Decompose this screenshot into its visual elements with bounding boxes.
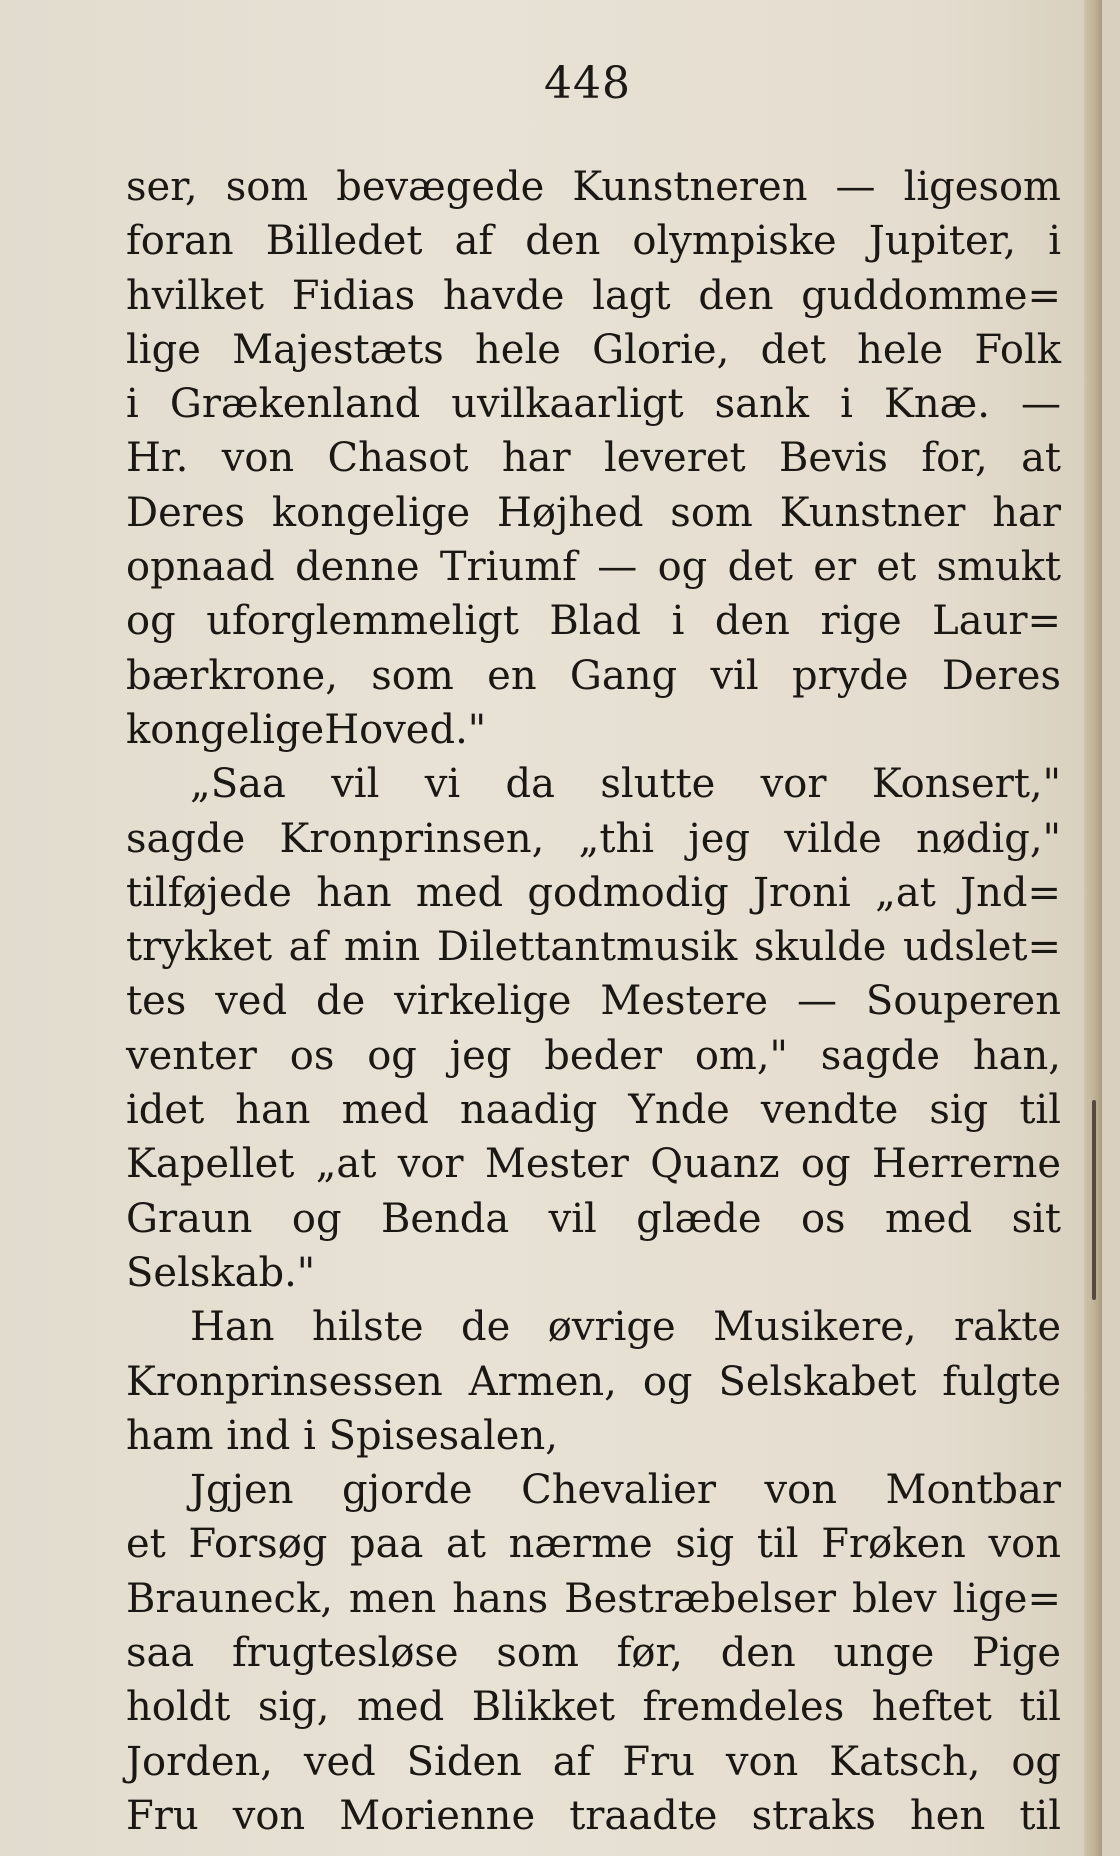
text-line: Hr. von Chasot har leveret Bevis for, at [126,435,1061,482]
text-line: Deres kongelige Højhed som Kunstner har [126,489,1061,536]
edge-mark [1092,1100,1096,1300]
text-line: et Forsøg paa at nærme sig til Frøken von [126,1521,1061,1568]
text-line: Brauneck, men hans Bestræbelser blev lige= [126,1575,1061,1622]
text-line: sagde Kronprinsen, „thi jeg vilde nødig," [126,815,1061,862]
text-line: hvilket Fidias havde lagt den guddomme= [126,272,1061,319]
text-line: Kronprinsessen Armen, og Selskabet fulgte [126,1358,1061,1405]
text-line: Jorden, ved Siden af Fru von Katsch, og [126,1738,1061,1785]
text-line: Graun og Benda vil glæde os med sit [126,1195,1061,1242]
text-line: Jgjen gjorde Chevalier von Montbar [190,1467,1061,1514]
page-edge [1084,0,1102,1856]
text-line: opnaad denne Triumf — og det er et smukt [126,544,1061,591]
text-line: „Saa vil vi da slutte vor Konsert," [190,761,1061,808]
text-line: i Grækenland uvilkaarligt sank i Knæ. — [126,381,1061,428]
text-line: tes ved de virkelige Mestere — Souperen [126,978,1061,1025]
text-line: bærkrone, som en Gang vil pryde Deres [126,652,1061,699]
body-text [126,160,1061,1843]
text-line: saa frugtesløse som før, den unge Pige [126,1630,1061,1677]
text-line: lige Majestæts hele Glorie, det hele Folk [126,326,1061,373]
text-line: venter os og jeg beder om," sagde han, [126,1032,1061,1079]
text-line: kongeligeHoved." [126,706,487,753]
text-line: idet han med naadig Ynde vendte sig til [126,1087,1061,1134]
text-line: Fru von Morienne traadte straks hen til [126,1792,1061,1839]
text-line: Kapellet „at vor Mester Quanz og Herrerne [126,1141,1061,1188]
text-line: trykket af min Dilettantmusik skulde udslet= [126,924,1061,971]
text-line: Selskab." [126,1249,316,1296]
text-line: ham ind i Spisesalen, [126,1412,558,1459]
page-number: 448 [544,58,631,109]
text-line: foran Billedet af den olympiske Jupiter, i [126,218,1061,265]
text-line: ser, som bevægede Kunstneren — ligesom [126,164,1061,210]
text-line: Han hilste de øvrige Musikere, rakte [190,1304,1061,1351]
text-line: tilføjede han med godmodig Jroni „at Jnd= [126,869,1061,916]
text-line: og uforglemmeligt Blad i den rige Laur= [126,598,1061,645]
text-line: holdt sig, med Blikket fremdeles heftet til [126,1684,1061,1731]
